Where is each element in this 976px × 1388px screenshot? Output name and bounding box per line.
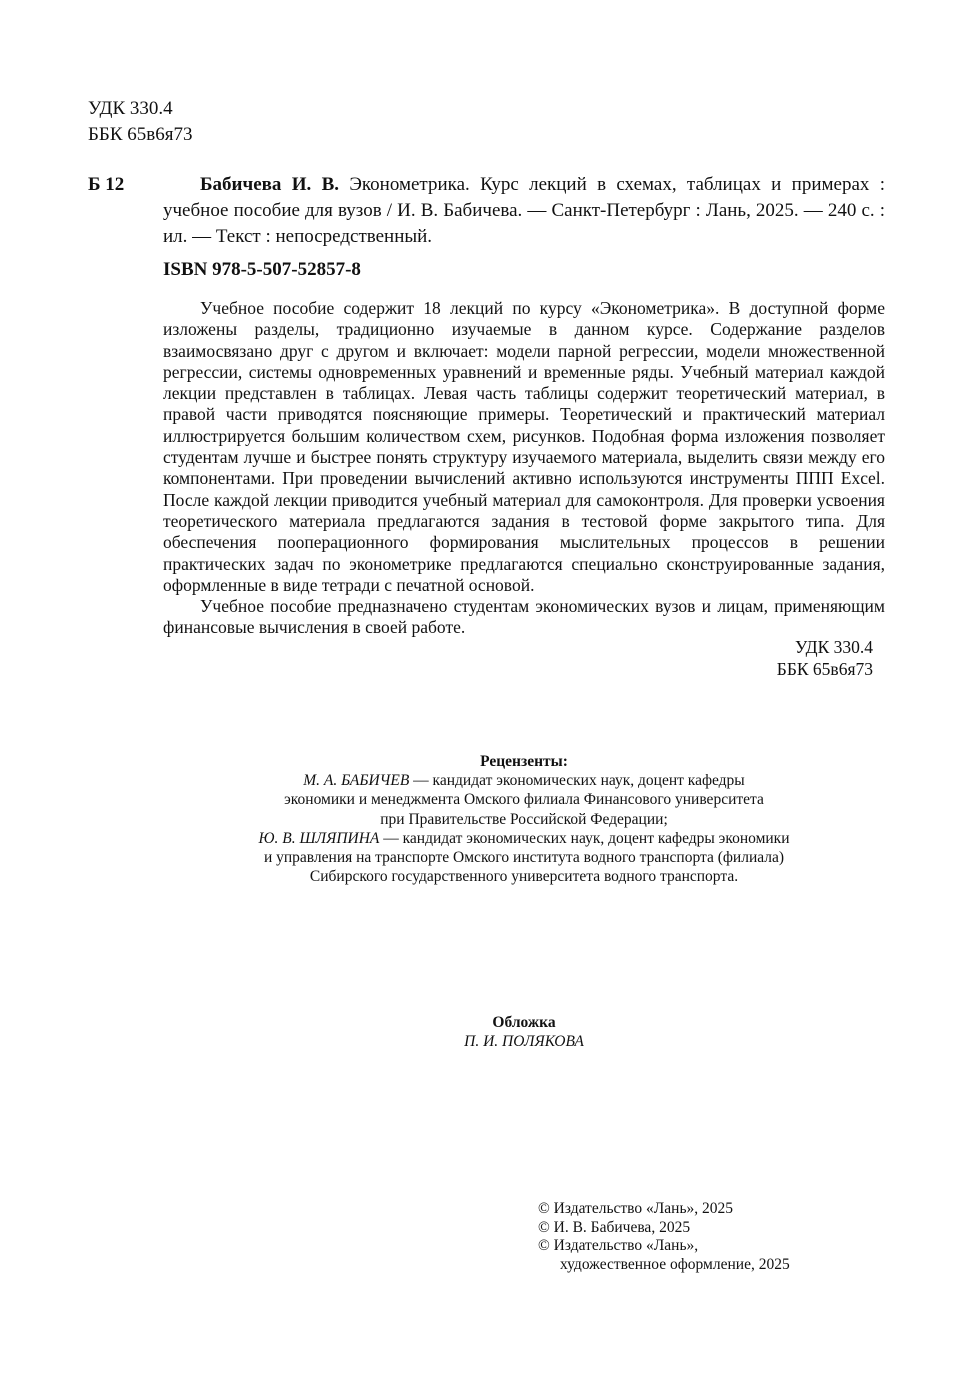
copyright-line: художественное оформление, 2025 [560,1255,790,1273]
reviewer-title: — кандидат экономических наук, доцент кафедры [409,772,745,790]
isbn: ISBN 978-5-507-52857-8 [163,259,361,280]
abstract-paragraph: Учебное пособие предназначено студентам экономических вузов и лицам, применяющим финансовые вычисления в своей работе. [163,596,885,638]
reviewer-affiliation: Сибирского государственного университета водного транспорта. [309,868,739,886]
cover-credit [163,1013,885,1051]
reviewers-section [163,752,885,886]
abstract [163,298,885,639]
abstract-paragraph: Учебное пособие содержит 18 лекций по курсу «Эконометрика». В доступной форме изложены разделы, традиционно изучаемые в данном курсе. Содержание разделов взаимосвязано друг с другом и включает: модели парной регрессии, модели множественной регрессии, системы одновременных уравнений и временные ряды. Учебный материал каждой лекции представлен в таблицах. Левая часть таблицы содержит теоретический материал, в правой части приводятся поясняющие примеры. Теоретический и практический материал иллюстрируется большим количеством схем, рисунков. Подобная форма изложения позволяет студентам лучше и быстрее понять структуру изучаемого материала, выделить связи между его компонентами. При проведении вычислений активно используются инструменты ППП Excel. После каждой лекции приводится учебный материал для самоконтроля. Для проверки усвоения теоретического материала предлагаются задания в тестовой форме закрытого типа. Для обеспечения пооперационного формирования мыслительных процессов в решении практических задач по эконометрике предлагаются специально сконструированные задания, оформленные в виде тетради с печатной основой. [163,298,885,595]
bibliographic-text: Эконометрика. Курс лекций в схемах, таблицах и примерах : учебное пособие для вузов / И. В. Бабичева. — Санкт-Петербург : Лань, 2025. — 240 с. : ил. — Текст : непосредственный. [163,174,885,247]
author-name: Бабичева И. В. [200,174,340,195]
reviewer-2 [163,829,885,848]
reviewer-name: Ю. В. ШЛЯПИНА [258,829,380,847]
udk-bbk-footer [700,636,873,680]
reviewers-heading: Рецензенты: [480,753,568,770]
reviewer-1 [163,771,885,790]
reviewer-affiliation: и управления на транспорте Омского института водного транспорта (филиала) [263,849,785,867]
copyright-line: © Издательство «Лань», 2025 [538,1200,734,1217]
author-mark: Б 12 [88,174,125,195]
copyright-line: © И. В. Бабичева, 2025 [538,1218,691,1236]
cover-designer: П. И. ПОЛЯКОВА [464,1033,584,1051]
cover-heading: Обложка [492,1014,556,1031]
udk-code: УДК 330.4 [88,98,173,119]
bibliographic-record [163,172,885,250]
reviewer-affiliation: экономики и менеджмента Омского филиала Финансового университета [284,791,764,809]
bbk-code: ББК 65в6я73 [776,659,873,679]
reviewer-affiliation: при Правительстве Российской Федерации; [380,810,668,828]
reviewer-title: — кандидат экономических наук, доцент кафедры экономики [379,829,790,847]
udk-bbk-header [88,96,192,148]
copyright-line: © Издательство «Лань», [538,1237,699,1255]
reviewer-name: М. А. БАБИЧЕВ [303,772,410,790]
copyright-notice [538,1200,790,1274]
udk-code: УДК 330.4 [795,637,873,657]
bbk-code: ББК 65в6я73 [88,124,193,145]
